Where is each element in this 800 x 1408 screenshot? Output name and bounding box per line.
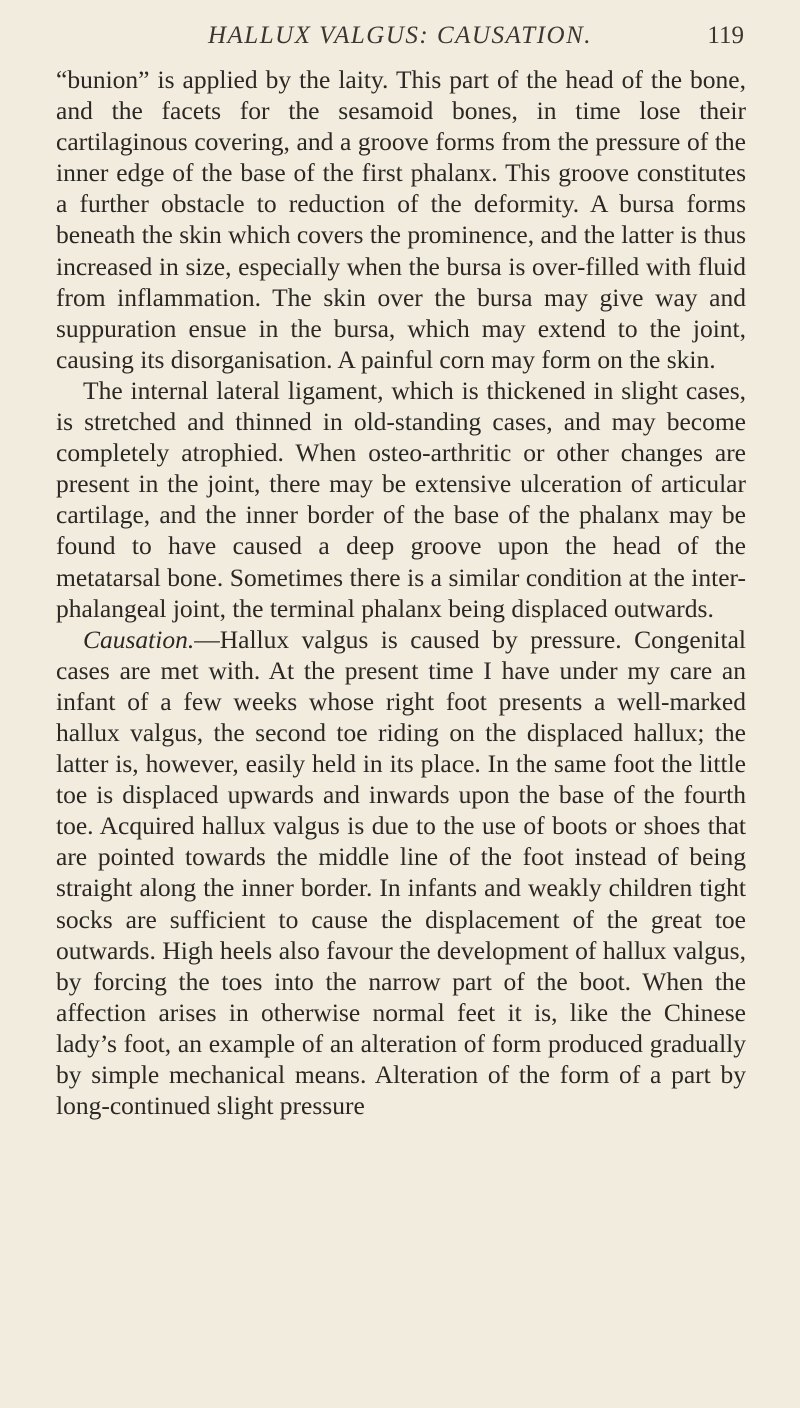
running-head xyxy=(56,16,744,56)
paragraph-text: “bunion” is applied by the laity. This part of the head of the bone, and the facets for the sesamoid bones, in time lose their cartilaginous covering, and a groove forms from the pressure of the inner edge of the base of the first phalanx. This groove constitutes a further obstacle to reduction of the deformity. A bursa forms beneath the skin which covers the prominence, and the latter is thus increased in size, especially when the bursa is over-filled with fluid from inflammation. The skin over the bursa may give way and suppuration ensue in the bursa, which may extend to the joint, causing its disorganisation. A painful corn may form on the skin. xyxy=(56,65,746,374)
paragraph-text: The internal lateral ligament, which is thickened in slight cases, is stretched and thinned in old-standing cases, and may become completely atrophied. When osteo-arthritic or other changes are present in the joint, there may be extensive ulceration of articular cartilage, and the inner border of the base of the phalanx may be found to have caused a deep groove upon the head of the metatarsal bone. Sometimes there is a similar condition at the inter-phalangeal joint, the terminal phalanx being displaced outwards. xyxy=(56,375,746,623)
section-heading: Causation. xyxy=(83,624,195,654)
running-title: HALLUX VALGUS: CAUSATION. xyxy=(207,22,593,49)
paragraph-continued xyxy=(56,64,746,375)
paragraph xyxy=(56,375,746,624)
page-number: 119 xyxy=(707,22,744,49)
paragraph-causation xyxy=(56,624,746,1122)
paragraph-text: —Hallux valgus is caused by pressure. Congenital cases are met with. At the present time I have under my care an infant of a few weeks whose right foot presents a well-marked hallux valgus, the second toe riding on the displaced hallux; the latter is, however, easily held in its place. In the same foot the little toe is displaced upwards and inwards upon the base of the fourth toe. Acquired hallux valgus is due to the use of boots or shoes that are pointed towards the middle line of the foot instead of being straight along the inner border. In infants and weakly children tight socks are sufficient to cause the displacement of the great toe outwards. High heels also favour the development of hallux valgus, by forcing the toes into the narrow part of the boot. When the affection arises in otherwise normal feet it is, like the Chinese lady’s foot, an example of an alteration of form produced gradually by simple mechanical means. Alteration of the form of a part by long-continued slight pressure xyxy=(56,624,746,1121)
body-text xyxy=(56,64,746,1121)
